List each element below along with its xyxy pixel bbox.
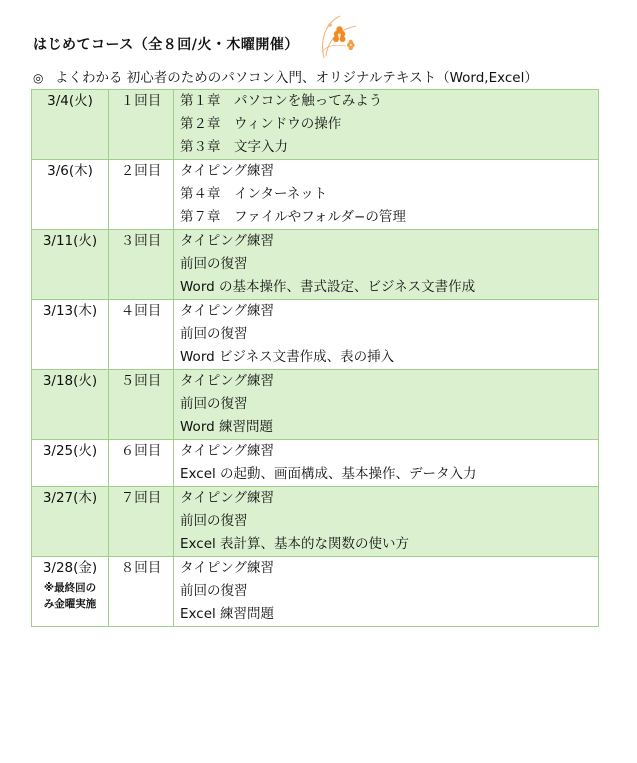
session-date: 3/18(火)	[42, 373, 98, 389]
session-content	[174, 557, 599, 627]
session-number: ３回目	[109, 230, 174, 300]
session-topic: 第３章 文字入力	[180, 139, 288, 155]
course-description-text: よくわかる 初心者のためのパソコン入門、オリジナルテキスト（Word,Excel）	[55, 70, 538, 86]
session-topic: タイピング練習	[180, 443, 274, 459]
session-topic: Excel 練習問題	[180, 606, 275, 622]
session-number: ２回目	[109, 160, 174, 230]
session-date-cell	[32, 230, 109, 300]
session-topic: 第４章 インターネット	[180, 186, 328, 202]
page-title: はじめてコース（全８回/火・木曜開催）	[33, 37, 299, 53]
session-date-cell	[32, 90, 109, 160]
session-date-cell	[32, 300, 109, 370]
double-circle-mark: ◎	[33, 71, 44, 85]
session-date: 3/4(火)	[47, 93, 93, 109]
session-row	[32, 230, 599, 300]
session-content	[174, 300, 599, 370]
session-content	[174, 487, 599, 557]
session-date: 3/6(木)	[47, 163, 93, 179]
session-topic: Word 練習問題	[180, 419, 273, 435]
session-row	[32, 160, 599, 230]
session-date-cell	[32, 487, 109, 557]
session-number: ４回目	[109, 300, 174, 370]
session-content	[174, 370, 599, 440]
session-topic: Word ビジネス文書作成、表の挿入	[180, 349, 395, 365]
session-topic: 前回の復習	[180, 583, 248, 599]
session-content	[174, 90, 599, 160]
session-note: ※最終回の	[43, 582, 97, 594]
flower-icon	[316, 12, 362, 62]
session-date: 3/27(木)	[42, 490, 98, 506]
session-topic: 前回の復習	[180, 256, 248, 272]
session-topic: 第２章 ウィンドウの操作	[180, 116, 342, 132]
session-topic: タイピング練習	[180, 303, 274, 319]
session-date: 3/11(火)	[42, 233, 98, 249]
session-topic: タイピング練習	[180, 233, 274, 249]
course-description	[33, 66, 538, 86]
session-content	[174, 160, 599, 230]
session-topic: タイピング練習	[180, 163, 274, 179]
session-number: ５回目	[109, 370, 174, 440]
session-number: ７回目	[109, 487, 174, 557]
session-topic: 第１章 パソコンを触ってみよう	[180, 93, 383, 109]
session-number: ８回目	[109, 557, 174, 627]
session-date-cell	[32, 370, 109, 440]
session-row	[32, 300, 599, 370]
session-number: ６回目	[109, 440, 174, 487]
session-date-cell	[32, 160, 109, 230]
session-date-cell	[32, 440, 109, 487]
schedule-table	[31, 89, 599, 627]
session-row	[32, 370, 599, 440]
session-note: み金曜実施	[43, 598, 97, 610]
session-content	[174, 440, 599, 487]
session-topic: Excel 表計算、基本的な関数の使い方	[180, 536, 410, 552]
schedule-body	[32, 90, 599, 627]
session-number: １回目	[109, 90, 174, 160]
session-date: 3/25(火)	[42, 443, 98, 459]
session-row	[32, 440, 599, 487]
session-date-cell	[32, 557, 109, 627]
session-topic: 前回の復習	[180, 513, 248, 529]
session-content	[174, 230, 599, 300]
session-row	[32, 557, 599, 627]
session-topic: タイピング練習	[180, 490, 274, 506]
session-row	[32, 90, 599, 160]
session-topic: Word の基本操作、書式設定、ビジネス文書作成	[180, 279, 476, 295]
session-topic: 前回の復習	[180, 326, 248, 342]
session-topic: 前回の復習	[180, 396, 248, 412]
session-row	[32, 487, 599, 557]
session-topic: タイピング練習	[180, 373, 274, 389]
session-topic: 第７章 ファイルやフォルダ−の管理	[180, 209, 406, 225]
session-topic: Excel の起動、画面構成、基本操作、データ入力	[180, 466, 477, 482]
session-date: 3/28(金)	[42, 560, 98, 576]
session-date: 3/13(木)	[42, 303, 98, 319]
session-topic: タイピング練習	[180, 560, 274, 576]
